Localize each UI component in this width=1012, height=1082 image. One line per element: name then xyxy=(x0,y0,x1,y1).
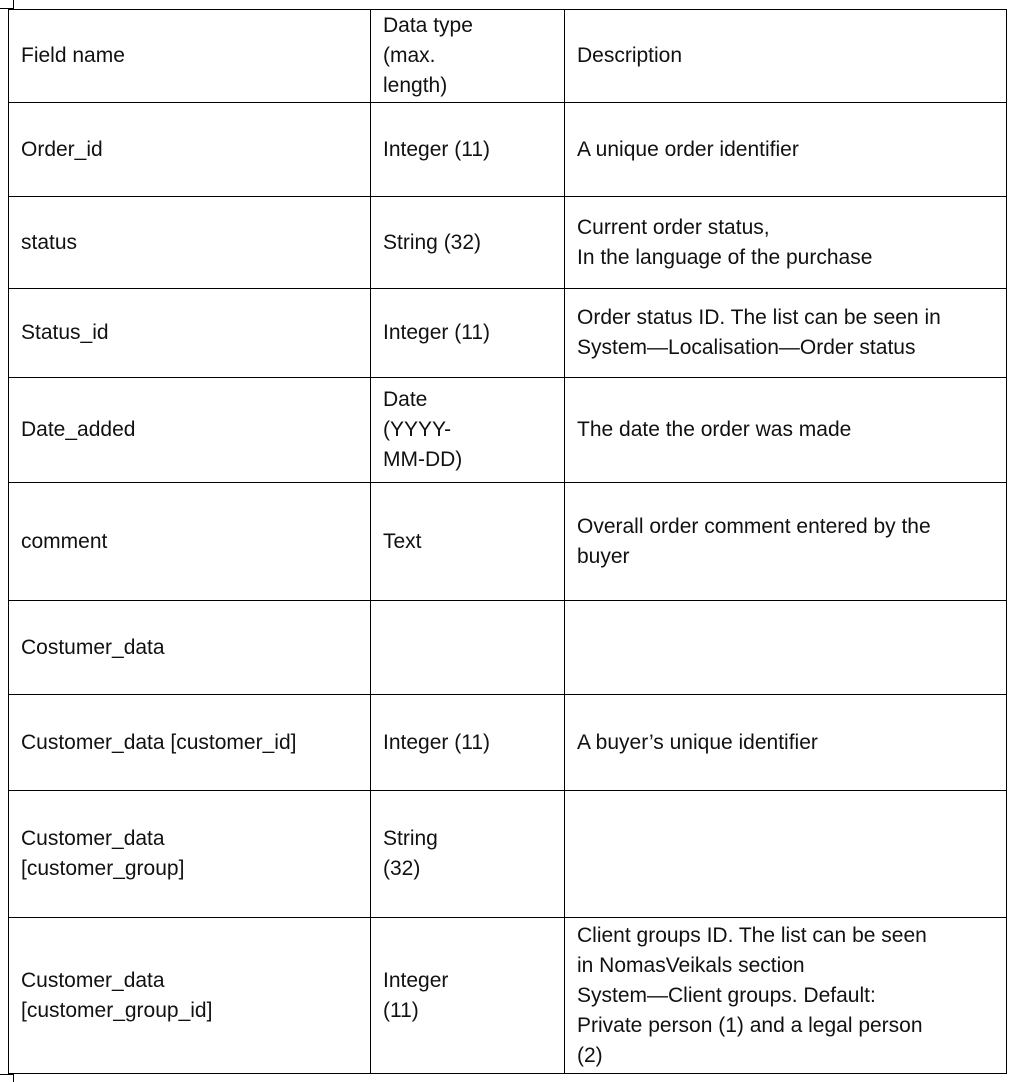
description-cell xyxy=(565,378,1007,483)
field-spec-table xyxy=(8,9,1007,1074)
description-cell xyxy=(565,601,1007,695)
description-text: System—Localisation—Order status xyxy=(577,336,916,359)
field-name-text: status xyxy=(21,230,78,254)
table-row xyxy=(9,918,1007,1074)
header-data-type-line: length) xyxy=(383,74,448,97)
field-name-text: Date_added xyxy=(21,418,136,441)
data-type-cell xyxy=(371,378,565,483)
description-text: A buyer’s unique identifier xyxy=(577,730,818,754)
data-type-cell xyxy=(371,197,565,289)
header-description xyxy=(565,10,1007,103)
description-text: (2) xyxy=(577,1043,603,1067)
table-row xyxy=(9,483,1007,601)
data-type-text: (32) xyxy=(383,857,421,880)
description-text: buyer xyxy=(577,544,630,568)
field-name-cell xyxy=(9,197,371,289)
field-name-text: [customer_group] xyxy=(21,857,185,880)
table-header-row xyxy=(9,10,1007,103)
field-name-cell xyxy=(9,289,371,378)
header-data-type xyxy=(371,10,565,103)
field-name-cell xyxy=(9,695,371,791)
data-type-cell xyxy=(371,918,565,1074)
data-type-cell xyxy=(371,103,565,197)
description-text: In the language of the purchase xyxy=(577,245,873,269)
description-text: Client groups ID. The list can be seen xyxy=(577,923,927,947)
data-type-text: Integer (11) xyxy=(383,321,490,344)
field-name-text: Customer_data xyxy=(21,968,165,992)
data-type-cell xyxy=(371,483,565,601)
table-row xyxy=(9,289,1007,378)
data-type-text: String (32) xyxy=(383,230,482,254)
page-corner-mark xyxy=(13,1074,14,1082)
field-name-text: Customer_data [customer_id] xyxy=(21,730,297,754)
field-name-text: Order_id xyxy=(21,137,103,161)
data-type-cell xyxy=(371,695,565,791)
data-type-text: MM-DD) xyxy=(383,448,463,471)
field-name-cell xyxy=(9,791,371,918)
description-text: Current order status, xyxy=(577,215,770,239)
page-corner-mark xyxy=(0,0,14,9)
header-data-type-line: (max. xyxy=(383,44,436,67)
field-name-cell xyxy=(9,918,371,1074)
description-text: The date the order was made xyxy=(577,418,852,441)
data-type-text: (YYYY- xyxy=(383,418,452,441)
data-type-cell xyxy=(371,289,565,378)
table-row xyxy=(9,695,1007,791)
description-cell xyxy=(565,918,1007,1074)
description-text: A unique order identifier xyxy=(577,137,799,161)
description-text: Order status ID. The list can be seen in xyxy=(577,306,941,329)
description-cell xyxy=(565,197,1007,289)
data-type-text: Text xyxy=(383,529,422,553)
description-cell xyxy=(565,791,1007,918)
description-text: in NomasVeikals section xyxy=(577,953,805,977)
header-data-type-line: Data type xyxy=(383,14,473,37)
description-cell xyxy=(565,289,1007,378)
data-type-text: Integer (11) xyxy=(383,137,490,161)
header-field-name xyxy=(9,10,371,103)
data-type-cell xyxy=(371,601,565,695)
table-row xyxy=(9,103,1007,197)
description-text: System—Client groups. Default: xyxy=(577,983,876,1007)
description-text: Private person (1) and a legal person xyxy=(577,1013,923,1037)
header-field-name-text: Field name xyxy=(21,44,125,67)
field-name-text: comment xyxy=(21,529,108,553)
data-type-cell xyxy=(371,791,565,918)
field-name-cell xyxy=(9,378,371,483)
description-cell xyxy=(565,695,1007,791)
data-type-text: Integer (11) xyxy=(383,730,490,754)
table-row xyxy=(9,378,1007,483)
field-name-cell xyxy=(9,103,371,197)
field-name-cell xyxy=(9,601,371,695)
field-name-text: [customer_group_id] xyxy=(21,998,213,1022)
page-corner-mark xyxy=(0,1074,14,1075)
field-name-text: Costumer_data xyxy=(21,635,165,659)
data-type-text: (11) xyxy=(383,998,419,1022)
field-name-text: Customer_data xyxy=(21,827,165,850)
description-cell xyxy=(565,483,1007,601)
table-row xyxy=(9,601,1007,695)
header-description-text: Description xyxy=(577,44,683,67)
table-row xyxy=(9,791,1007,918)
description-text: Overall order comment entered by the xyxy=(577,514,931,538)
data-type-text: String xyxy=(383,827,438,850)
data-type-text: Date xyxy=(383,388,428,411)
description-cell xyxy=(565,103,1007,197)
data-type-text: Integer xyxy=(383,968,449,992)
field-name-text: Status_id xyxy=(21,321,109,344)
table-row xyxy=(9,197,1007,289)
field-name-cell xyxy=(9,483,371,601)
